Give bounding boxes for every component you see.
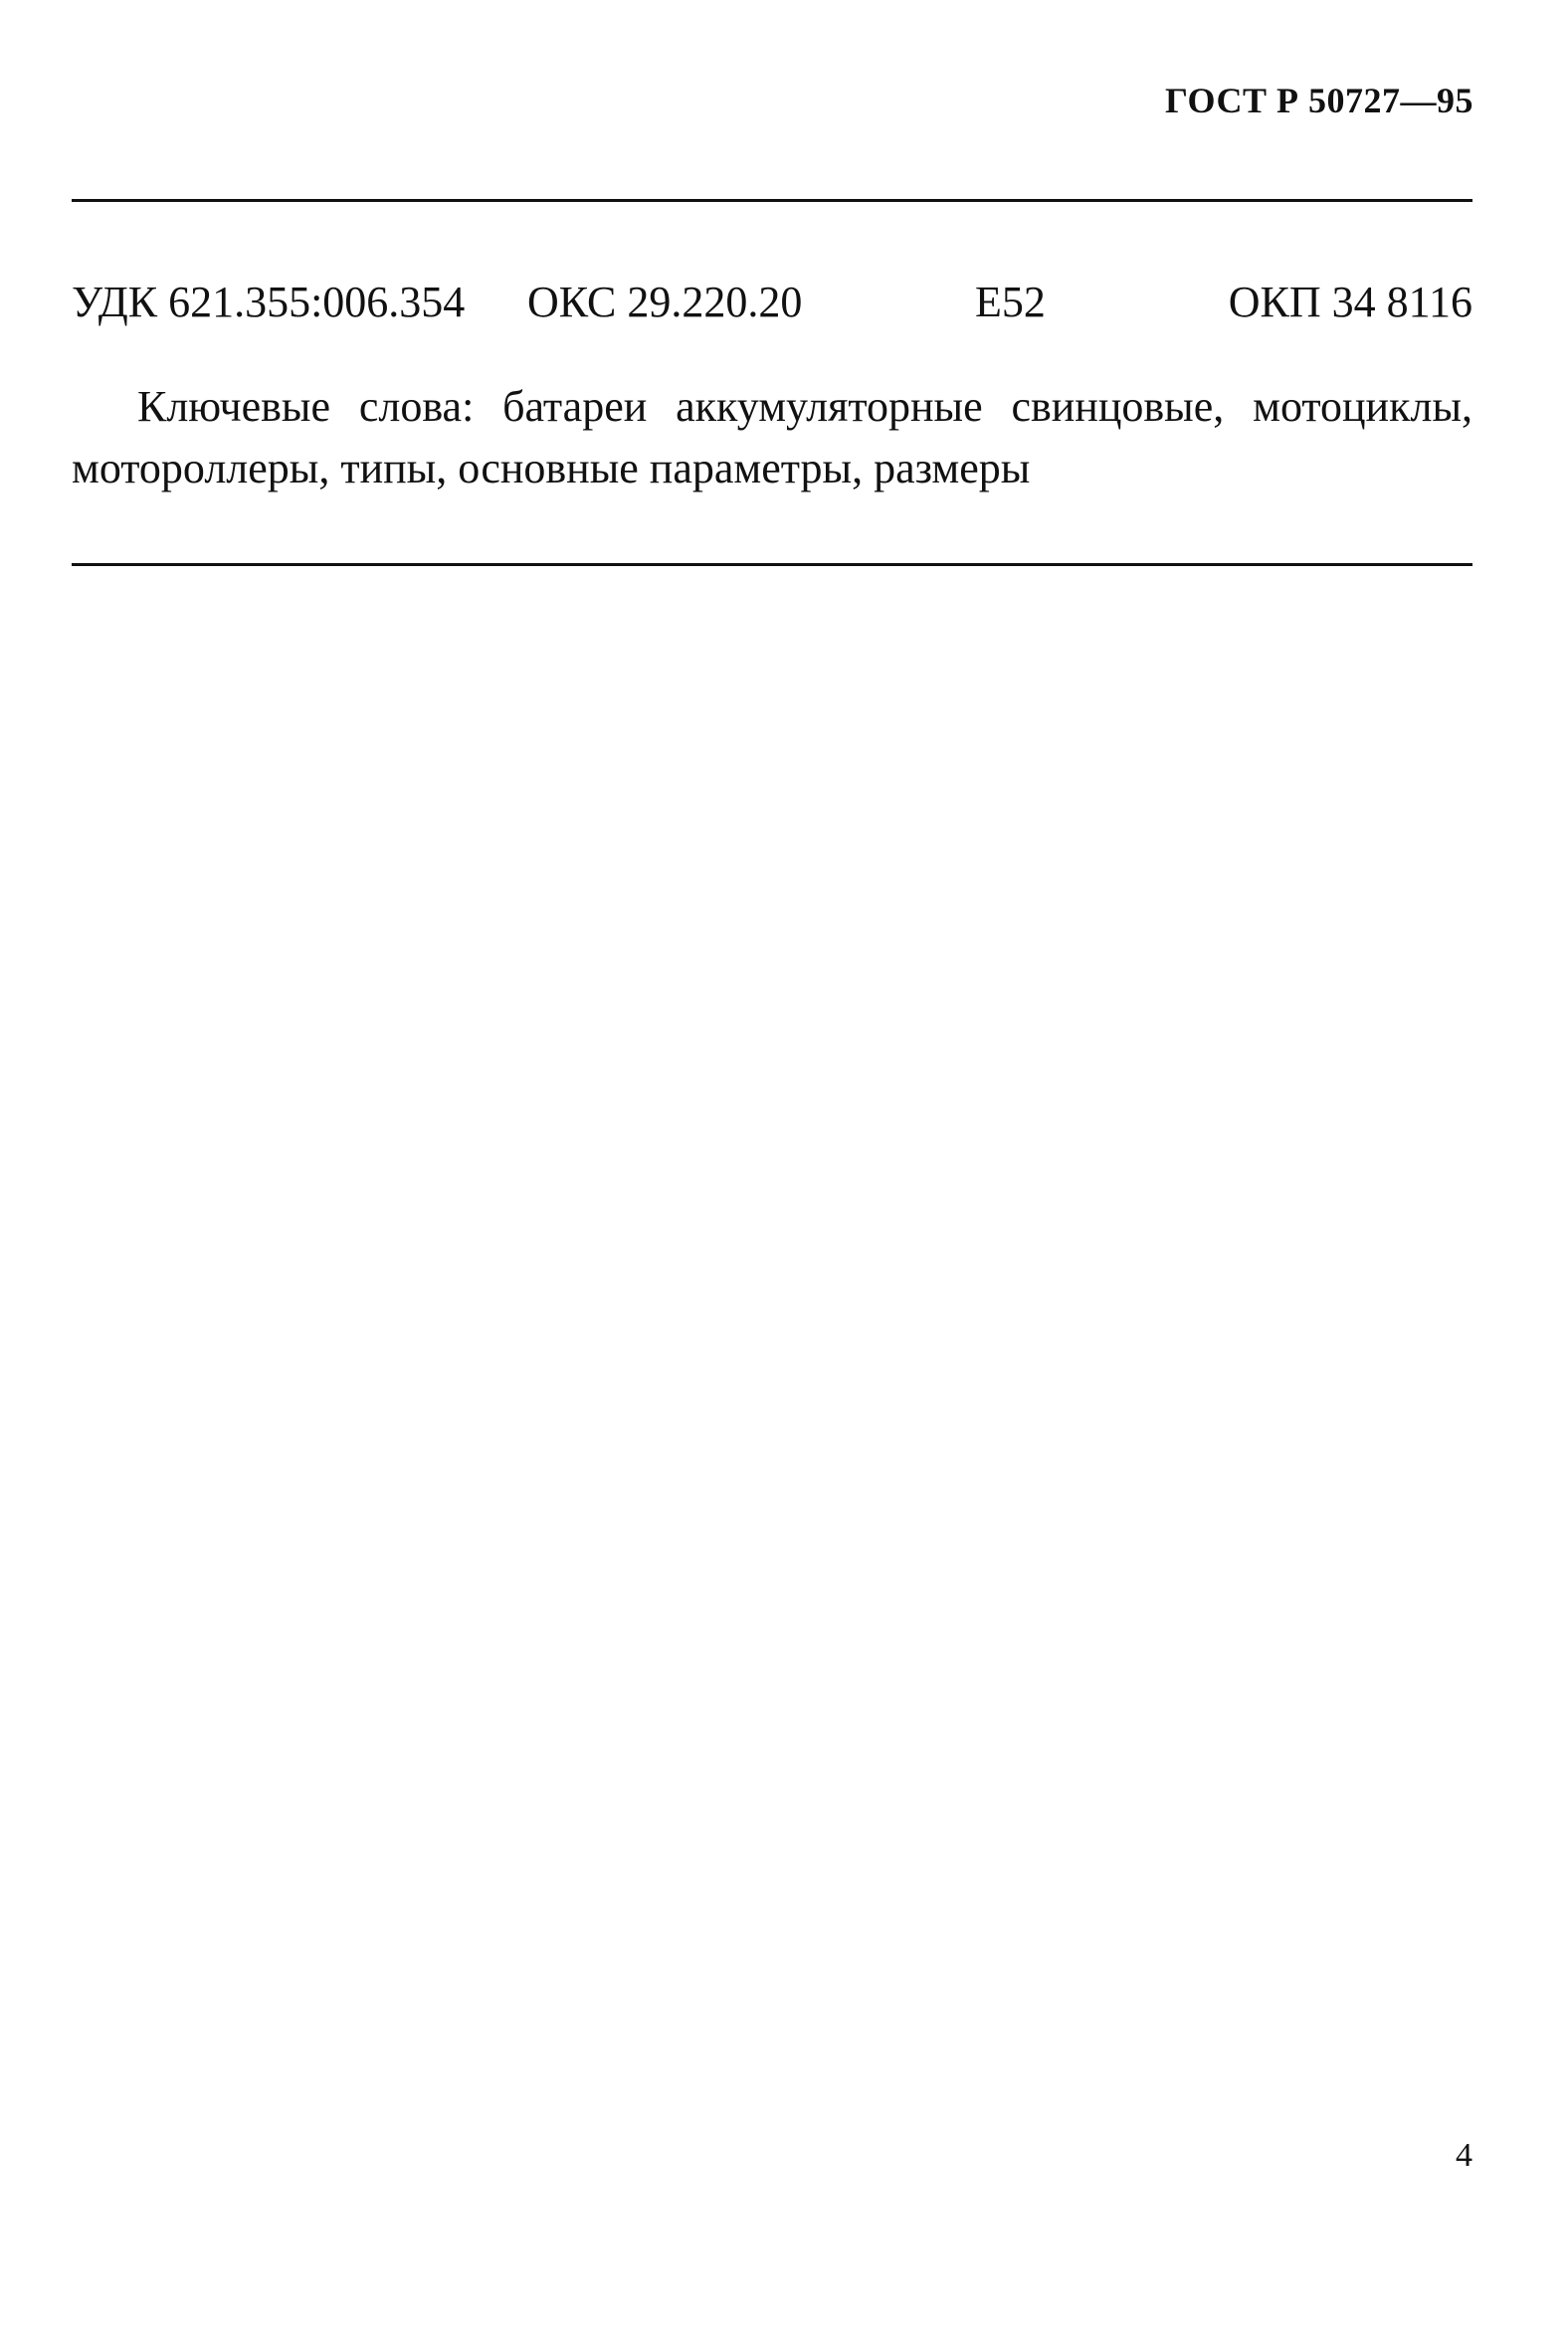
- okp-code: ОКП 34 8116: [1228, 278, 1472, 326]
- e-code: Е52: [975, 278, 1046, 326]
- bottom-divider: [72, 563, 1472, 566]
- oks-code: ОКС 29.220.20: [527, 278, 803, 326]
- udk-code: УДК 621.355:006.354: [72, 278, 466, 326]
- classification-row: [72, 277, 1472, 336]
- keywords-paragraph: Ключевые слова: батареи аккумуляторные свинцовые, мотоциклы, мотороллеры, типы, основные параметры, размеры: [72, 382, 1472, 492]
- page-number: 4: [1456, 2137, 1472, 2174]
- top-divider: [72, 199, 1472, 202]
- standard-code: ГОСТ Р 50727—95: [1165, 81, 1473, 120]
